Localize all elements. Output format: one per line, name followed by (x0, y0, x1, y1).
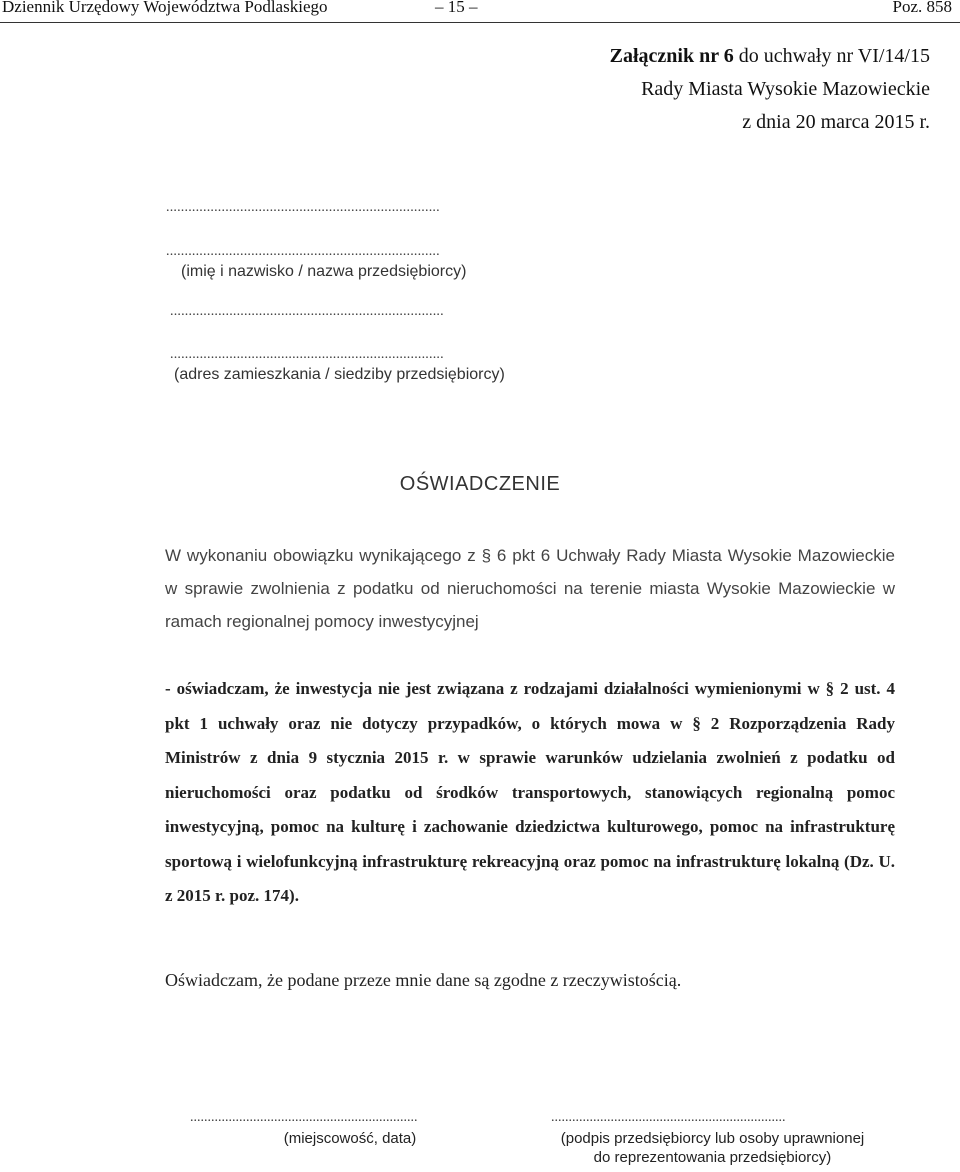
intro-paragraph: W wykonaniu obowiązku wynikającego z § 6 pkt 6 Uchwały Rady Miasta Wysokie Mazowieckie w sprawie zwolnienia z podatku od nieruchomości na terenie miasta Wysokie Mazowieckie w ramach regionalnej pomocy inwestycyjnej (165, 546, 895, 631)
journal-name: Dziennik Urzędowy Województwa Podlaskiego (2, 0, 328, 16)
position-number: Poz. 858 (892, 0, 952, 16)
annex-line-1 (610, 40, 930, 73)
annex-line-3: z dnia 20 marca 2015 r. (742, 111, 930, 133)
signature-caption (540, 1129, 885, 1167)
final-statement: Oświadczam, że podane przeze mnie dane są zgodne z rzeczywistością. (165, 970, 682, 990)
page-header (0, 0, 960, 23)
page-number: – 15 – (435, 0, 478, 16)
document-title: OŚWIADCZENIE (399, 473, 561, 495)
name-field-line-1[interactable]: .......................................................................... (166, 200, 440, 215)
place-date-field[interactable]: ................................................................. (190, 1110, 418, 1125)
signature-caption-line-1: (podpis przedsiębiorcy lub osoby uprawnionej (560, 1130, 865, 1147)
declaration-paragraph: - oświadczam, że inwestycja nie jest związana z rodzajami działalności wymienionymi w § 2 ust. 4 pkt 1 uchwały oraz nie dotyczy przypadków, o których mowa w § 2 Rozporządzenia Rady Ministrów z dnia 9 stycznia 2015 r. w sprawie warunków udzielania zwolnień z podatku od nieruchomości oraz podatku od środków transportowych, stanowiących regionalną pomoc inwestycyjną, pomoc na kulturę i zachowanie dziedzictwa kulturowego, pomoc na infrastrukturę sportową i wielofunkcyjną infrastrukturę rekreacyjną oraz pomoc na infrastrukturę lokalną (Dz. U. z 2015 r. poz. 174). (165, 679, 895, 905)
place-date-caption: (miejscowość, data) (283, 1130, 417, 1147)
annex-resolution: do uchwały nr VI/14/15 (733, 45, 930, 67)
name-field-caption: (imię i nazwisko / nazwa przedsiębiorcy) (181, 263, 467, 280)
signature-caption-line-2: do reprezentowania przedsiębiorcy) (593, 1149, 832, 1166)
name-field-line-2[interactable]: .......................................................................... (166, 244, 440, 259)
annex-line-2: Rady Miasta Wysokie Mazowieckie (641, 78, 930, 100)
annex-block (610, 40, 930, 139)
address-field-line-2[interactable]: .......................................................................... (170, 347, 444, 362)
annex-number: Załącznik nr 6 (609, 45, 734, 67)
address-field-caption: (adres zamieszkania / siedziby przedsiębiorcy) (174, 366, 505, 383)
address-field-line-1[interactable]: .......................................................................... (170, 304, 444, 319)
signature-field[interactable]: ................................................................... (551, 1110, 786, 1125)
